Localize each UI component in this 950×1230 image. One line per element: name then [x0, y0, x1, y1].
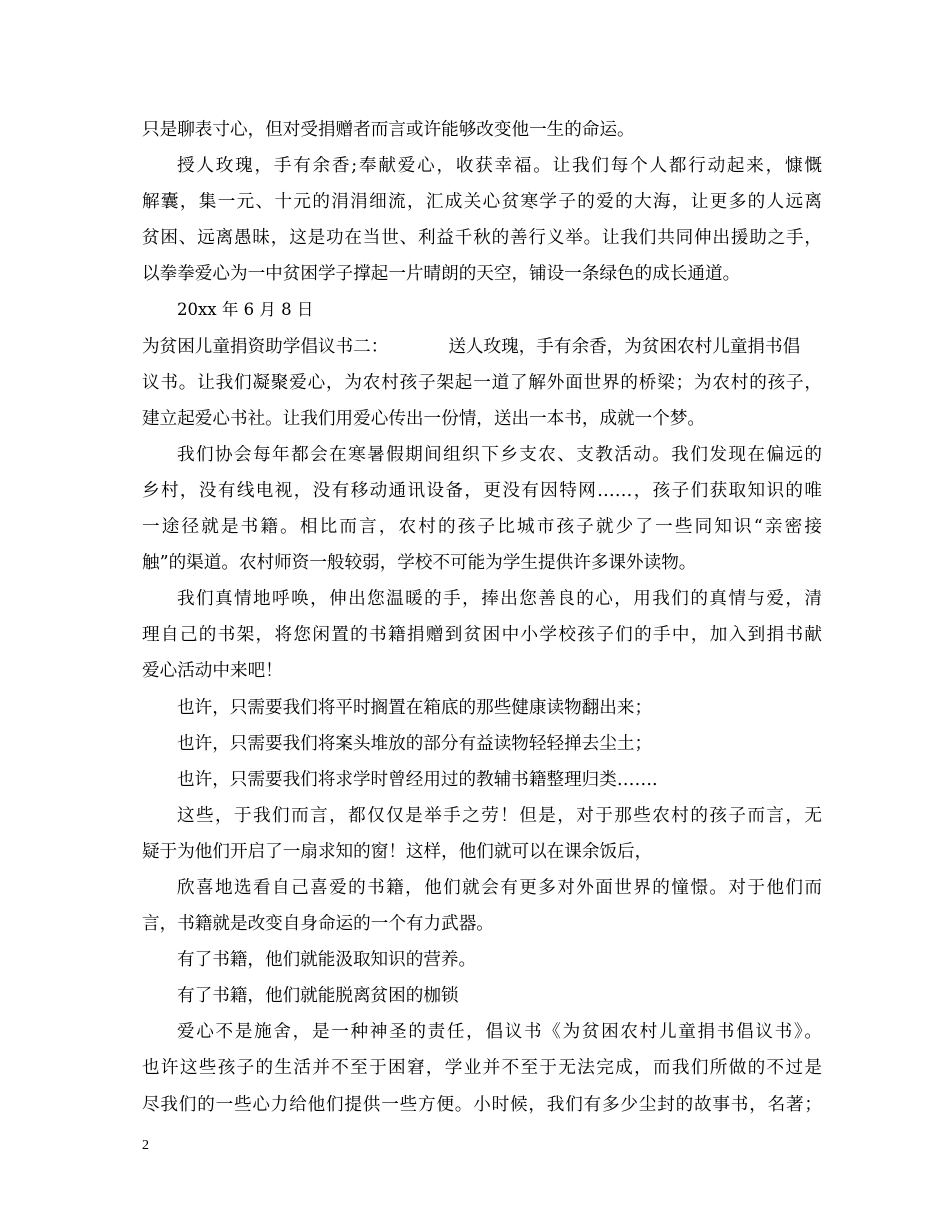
text-line: 贫困、远离愚昧，这是功在当世、利益千秋的善行义举。让我们共同伸出援助之手， [142, 228, 822, 249]
text-line: 也许这些孩子的生活并不至于困窘，学业并不至于无法完成，而我们所做的不过是 [142, 1058, 822, 1079]
text-line: 尽我们的一些心力给他们提供一些方便。小时候，我们有多少尘封的故事书，名著； [142, 1094, 822, 1115]
text-line: 有了书籍，他们就能脱离贫困的枷锁 [177, 986, 459, 1007]
section-heading-line [142, 329, 822, 365]
text-line: 只是聊表寸心，但对受捐赠者而言或许能够改变他一生的命运。 [142, 120, 635, 140]
section-heading: 为贫困儿童捐资助学倡议书二： [142, 336, 389, 357]
text-line: 有了书籍，他们就能汲取知识的营养。 [177, 950, 477, 971]
text-line: 也许，只需要我们将平时搁置在箱底的那些健康读物翻出来； [177, 697, 653, 718]
text-line: 我们真情地呼唤，伸出您温暖的手，捧出您善良的心，用我们的真情与爱，清 [177, 589, 822, 610]
text-line: 疑于为他们开启了一扇求知的窗！这样，他们就可以在课余饭后， [142, 841, 653, 862]
text-line: 乡村，没有线电视，没有移动通讯设备，更没有因特网……，孩子们获取知识的唯 [142, 480, 822, 501]
text-line: 送人玫瑰，手有余香，为贫困农村儿童捐书倡 [448, 336, 801, 357]
text-line: 议书。让我们凝聚爱心，为农村孩子架起一道了解外面世界的桥梁；为农村的孩子， [142, 372, 822, 393]
text-line: 爱心活动中来吧！ [142, 661, 283, 682]
text-line: 理自己的书架，将您闲置的书籍捐赠到贫困中小学校孩子们的手中，加入到捐书献 [142, 625, 822, 646]
text-line: 解囊，集一元、十元的涓涓细流，汇成关心贫寒学子的爱的大海，让更多的人远离 [142, 192, 822, 213]
date-line: 20xx 年 6 月 8 日 [177, 300, 314, 320]
text-line: 授人玫瑰，手有余香;奉献爱心，收获幸福。让我们每个人都行动起来，慷慨 [177, 156, 822, 177]
text-line: 我们协会每年都会在寒暑假期间组织下乡支农、支教活动。我们发现在偏远的 [177, 444, 822, 465]
text-line: 触”的渠道。农村师资一般较弱，学校不可能为学生提供许多课外读物。 [142, 553, 697, 574]
text-line: 以拳拳爱心为一中贫困学子撑起一片晴朗的天空，铺设一条绿色的成长通道。 [142, 264, 741, 285]
text-line: 爱心不是施舍，是一种神圣的责任，倡议书《为贫困农村儿童捐书倡议书》。 [177, 1022, 822, 1043]
text-line: 一途径就是书籍。相比而言，农村的孩子比城市孩子就少了一些同知识“亲密接 [142, 517, 822, 538]
text-line: 建立起爱心书社。让我们用爱心传出一份情，送出一本书，成就一个梦。 [142, 408, 706, 429]
text-line: 也许，只需要我们将案头堆放的部分有益读物轻轻掸去尘土； [177, 733, 653, 754]
text-line: 也许，只需要我们将求学时曾经用过的教辅书籍整理归类……. [177, 769, 658, 790]
text-line: 言，书籍就是改变自身命运的一个有力武器。 [142, 914, 494, 935]
page-number: 2 [142, 1138, 149, 1153]
text-line: 欣喜地选看自己喜爱的书籍，他们就会有更多对外面世界的憧憬。对于他们而 [177, 877, 822, 898]
text-line: 这些，于我们而言，都仅仅是举手之劳！但是，对于那些农村的孩子而言，无 [177, 805, 822, 826]
document-body [142, 112, 822, 1123]
